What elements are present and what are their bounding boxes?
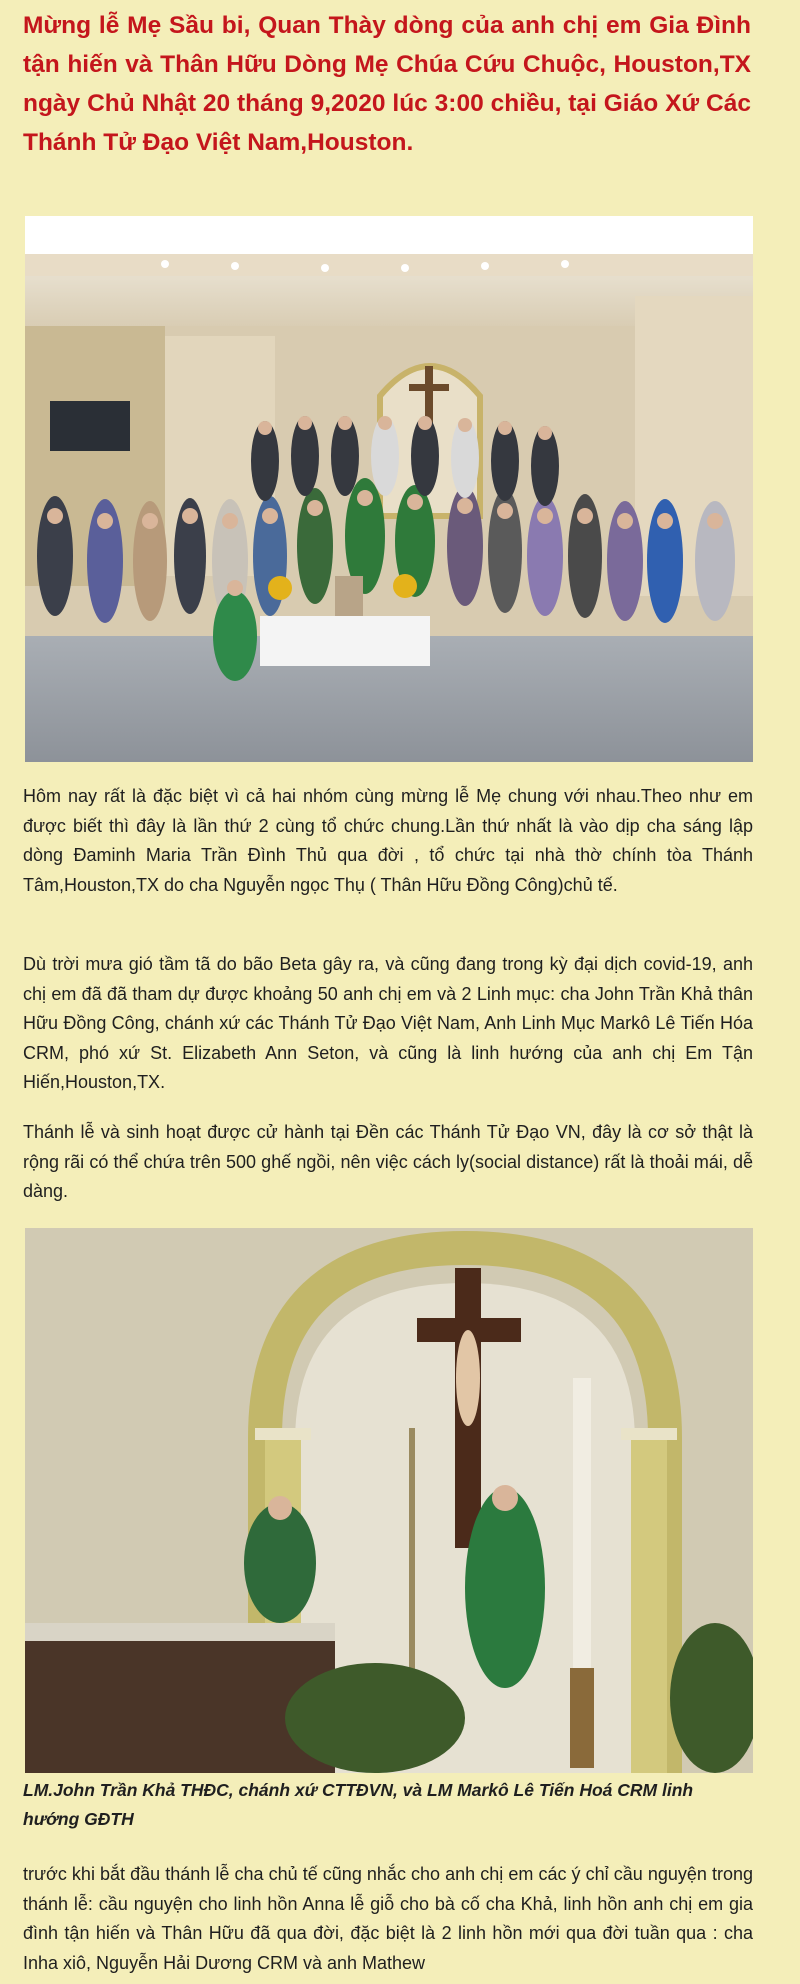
- altar-photo-image: [25, 1228, 753, 1773]
- article-paragraph: trước khi bắt đầu thánh lễ cha chủ tế cũng nhắc cho anh chị em các ý chỉ cầu nguyện trong thánh lễ: cầu nguyện cho linh hồn Anna lễ giỗ cho bà cố cha Khả, linh hồn anh chị em gia đình tận hiến và Thân Hữu đã qua đời, đặc biệt là 2 linh hồn mới qua đời tuần qua : cha Inha xiô, Nguyễn Hải Dương CRM và anh Mathew: [23, 1864, 753, 1973]
- article-paragraph: Hôm nay rất là đặc biệt vì cả hai nhóm cùng mừng lễ Mẹ chung với nhau.Theo như em được biết thì đây là lần thứ 2 cùng tổ chức chung.Lần thứ nhất là vào dịp cha sáng lập dòng Đaminh Maria Trần Đình Thủ qua đời , tổ chức tại nhà thờ chính tòa Thánh Tâm,Houston,TX do cha Nguyễn ngọc Thụ ( Thân Hữu Đồng Công)chủ tế.: [23, 786, 753, 895]
- group-photo: [25, 216, 753, 762]
- group-photo-image: [25, 216, 753, 762]
- altar-photo: [25, 1228, 753, 1773]
- photo-caption: LM.John Trần Khả THĐC, chánh xứ CTTĐVN, và LM Markô Lê Tiến Hoá CRM linh hướng GĐTH: [23, 1780, 694, 1829]
- article-title: Mừng lễ Mẹ Sầu bi, Quan Thày dòng của anh chị em Gia Đình tận hiến và Thân Hữu Dòng Mẹ Chúa Cứu Chuộc, Houston,TX ngày Chủ Nhật 20 tháng 9,2020 lúc 3:00 chiều, tại Giáo Xứ Các Thánh Tử Đạo Việt Nam,Houston.: [23, 12, 751, 156]
- article-paragraph: Dù trời mưa gió tầm tã do bão Beta gây ra, và cũng đang trong kỳ đại dịch covid-19, anh chị em đã đã tham dự được khoảng 50 anh chị em và 2 Linh mục: cha John Trần Khả thân Hữu Đồng Công, chánh xứ các Thánh Tử Đạo Việt Nam, Anh Linh Mục Markô Lê Tiến Hóa CRM, phó xứ St. Elizabeth Ann Seton, và cũng là linh hướng của anh chị Em Tận Hiến,Houston,TX.: [23, 954, 753, 1092]
- article-paragraph: Thánh lễ và sinh hoạt được cử hành tại Đền các Thánh Tử Đạo VN, đây là cơ sở thật là rộng rãi có thể chứa trên 500 ghế ngồi, nên việc cách ly(social distance) rất là thoải mái, dễ dàng.: [23, 1122, 753, 1201]
